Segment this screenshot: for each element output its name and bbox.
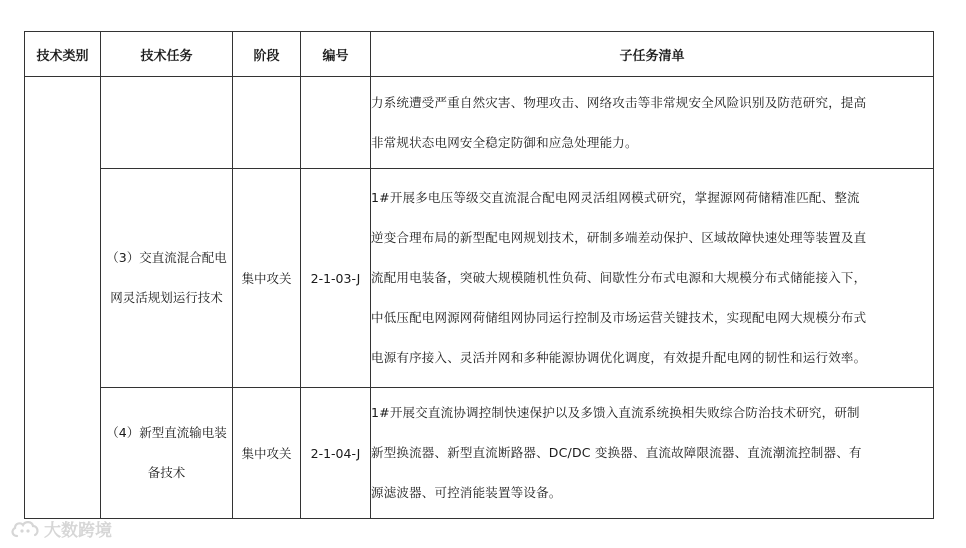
subtask-line: 逆变合理布局的新型配电网规划技术，研制多端差动保护、区域故障快速处理等装置及直 bbox=[371, 230, 867, 245]
stage-cell: 集中攻关 bbox=[233, 169, 301, 388]
tech-task-table bbox=[24, 31, 934, 519]
subtask-cell bbox=[371, 388, 934, 519]
table-row bbox=[25, 169, 934, 388]
subtask-cell bbox=[371, 77, 934, 169]
subtask-cell bbox=[371, 169, 934, 388]
subtask-line: 非常规状态电网安全稳定防御和应急处理能力。 bbox=[371, 134, 638, 150]
watermark-text: 大数跨境 bbox=[44, 521, 112, 541]
subtask-line: 1#开展多电压等级交直流混合配电网灵活组网模式研究，掌握源网荷储精准匹配、整流 bbox=[371, 190, 860, 205]
subtask-line: 中低压配电网源网荷储组网协同运行控制及市场运营关键技术，实现配电网大规模分布式 bbox=[371, 310, 867, 325]
code-cell: 2-1-03-J bbox=[301, 169, 371, 388]
subtask-line: 电源有序接入、灵活并网和多种能源协调优化调度，有效提升配电网的韧性和运行效率。 bbox=[371, 350, 867, 365]
subtask-line: 力系统遭受严重自然灾害、物理攻击、网络攻击等非常规安全风险识别及防范研究，提高 bbox=[371, 94, 867, 110]
code-cell: 2-1-04-J bbox=[301, 388, 371, 519]
header-subtask-list: 子任务清单 bbox=[371, 32, 934, 77]
header-tech-category: 技术类别 bbox=[25, 32, 101, 77]
subtask-line: 1#开展交直流协调控制快速保护以及多馈入直流系统换相失败综合防治技术研究，研制 bbox=[371, 405, 860, 420]
watermark bbox=[10, 516, 112, 541]
header-code: 编号 bbox=[301, 32, 371, 77]
task-cell: （4）新型直流输电装备技术 bbox=[101, 388, 233, 519]
task-cell bbox=[101, 77, 233, 169]
tech-category-cell bbox=[25, 77, 101, 519]
stage-cell: 集中攻关 bbox=[233, 388, 301, 519]
task-cell: （3）交直流混合配电网灵活规划运行技术 bbox=[101, 169, 233, 388]
subtask-line: 新型换流器、新型直流断路器、DC/DC 变换器、直流故障限流器、直流潮流控制器、有 bbox=[371, 445, 862, 460]
table-header-row bbox=[25, 32, 934, 77]
header-stage: 阶段 bbox=[233, 32, 301, 77]
code-cell bbox=[301, 77, 371, 169]
subtask-line: 流配用电装备，突破大规模随机性负荷、间歇性分布式电源和大规模分布式储能接入下， bbox=[371, 270, 867, 285]
header-tech-task: 技术任务 bbox=[101, 32, 233, 77]
subtask-line: 源滤波器、可控消能装置等设备。 bbox=[371, 485, 562, 500]
stage-cell bbox=[233, 77, 301, 169]
cloud-logo-icon bbox=[10, 518, 40, 540]
table-row bbox=[25, 388, 934, 519]
table-row bbox=[25, 77, 934, 169]
